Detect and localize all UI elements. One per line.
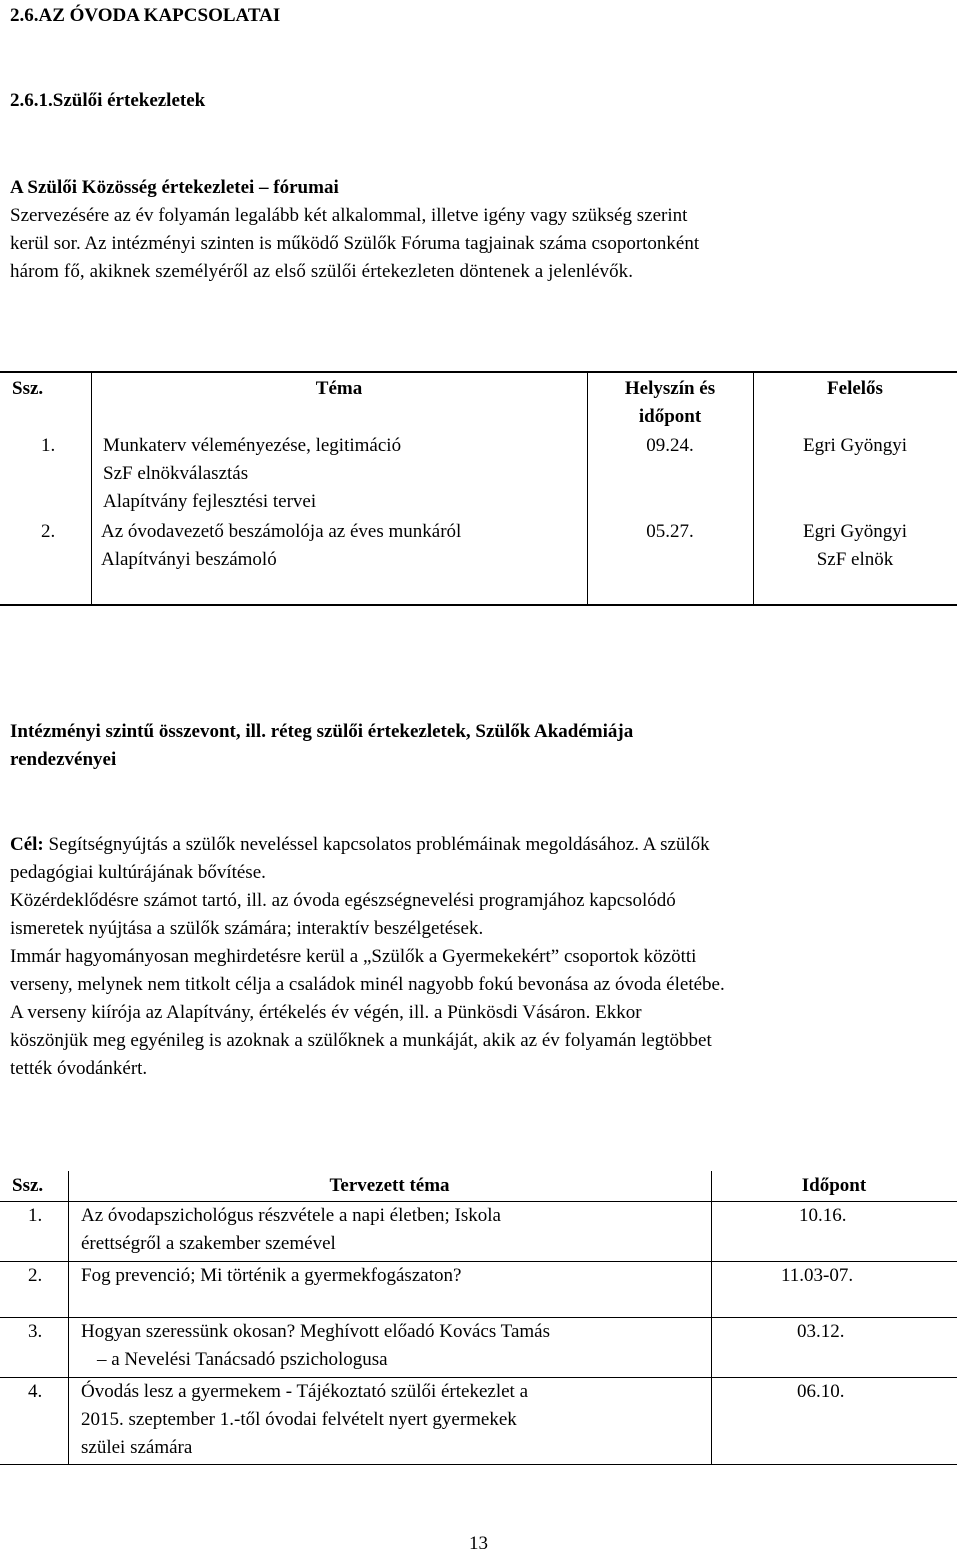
row-topic bbox=[81, 1202, 699, 1258]
row-number: 1. bbox=[41, 435, 56, 456]
forum-line: Szervezésére az év folyamán legalább két alkalommal, illetve igény vagy szükség szerint bbox=[10, 205, 688, 226]
topic-line: SzF elnökválasztás bbox=[103, 463, 249, 484]
header-place bbox=[587, 375, 753, 431]
row-topic bbox=[101, 518, 461, 574]
institutional-title-line: Intézményi szintű összevont, ill. réteg szülői értekezletek, Szülők Akadémiája bbox=[10, 721, 634, 742]
parent-meetings-table bbox=[0, 371, 957, 606]
row-number: 2. bbox=[41, 521, 56, 542]
goal-line: tették óvodánkért. bbox=[10, 1058, 148, 1079]
topic-line: 2015. szeptember 1.-től óvodai felvételt nyert gyermekek bbox=[81, 1409, 517, 1430]
topic-line: Alapítvány fejlesztési tervei bbox=[103, 491, 317, 512]
forum-paragraph bbox=[10, 202, 945, 286]
goal-line: köszönjük meg egyénileg is azoknak a szülőknek a munkáját, akik az év folyamán legtöbbet bbox=[10, 1030, 712, 1051]
row-date: 05.27. bbox=[646, 521, 694, 542]
header-responsible: Felelős bbox=[827, 378, 883, 399]
header-date: Időpont bbox=[801, 1175, 867, 1196]
goal-line: verseny, melynek nem titkolt célja a családok minél nagyobb fokú bevonása az óvoda életébe. bbox=[10, 974, 725, 995]
goal-line bbox=[10, 831, 943, 859]
topic-line: Az óvodapszichológus részvétele a napi életben; Iskola bbox=[81, 1205, 501, 1226]
header-place-line: időpont bbox=[638, 406, 702, 427]
topic-line: Hogyan szeressünk okosan? Meghívott előadó Kovács Tamás bbox=[81, 1321, 550, 1342]
section-heading: 2.6.AZ ÓVODA KAPCSOLATAI bbox=[10, 5, 281, 26]
row-number: 2. bbox=[28, 1265, 43, 1286]
subsection-heading: 2.6.1.Szülői értekezletek bbox=[10, 90, 206, 111]
forum-line: kerül sor. Az intézményi szinten is működő Szülők Fóruma tagjainak száma csoportonként bbox=[10, 233, 700, 254]
institutional-title bbox=[10, 718, 943, 774]
row-number: 1. bbox=[28, 1205, 43, 1226]
row-date: 11.03-07. bbox=[781, 1265, 854, 1286]
header-planned-topic: Tervezett téma bbox=[329, 1175, 450, 1196]
header-ssz: Ssz. bbox=[12, 1175, 44, 1196]
goal-line: ismeretek nyújtása a szülők számára; interaktív beszélgetések. bbox=[10, 918, 484, 939]
topic-line: Az óvodavezető beszámolója az éves munkáról bbox=[101, 521, 462, 542]
page-number: 13 bbox=[469, 1533, 488, 1554]
row-number: 3. bbox=[28, 1321, 43, 1342]
goal-line: Közérdeklődésre számot tartó, ill. az óvoda egészségnevelési programjához kapcsolódó bbox=[10, 890, 676, 911]
row-number: 4. bbox=[28, 1381, 43, 1402]
row-date: 06.10. bbox=[797, 1381, 845, 1402]
row-date: 10.16. bbox=[799, 1205, 847, 1226]
topic-line: – a Nevelési Tanácsadó pszichologusa bbox=[97, 1349, 388, 1370]
topic-line: Alapítványi beszámoló bbox=[101, 549, 277, 570]
header-place-line: Helyszín és bbox=[624, 378, 716, 399]
goal-label: Cél: bbox=[10, 834, 44, 855]
institutional-title-line: rendezvényei bbox=[10, 749, 117, 770]
header-ssz: Ssz. bbox=[12, 378, 44, 399]
row-responsible: Egri Gyöngyi bbox=[803, 435, 907, 456]
topic-line: Óvodás lesz a gyermekem - Tájékoztató szülői értekezlet a bbox=[81, 1381, 529, 1402]
goal-line: Immár hagyományosan meghirdetésre kerül a „Szülők a Gyermekekért” csoportok közötti bbox=[10, 946, 697, 967]
topic-line: Munkaterv véleményezése, legitimáció bbox=[103, 435, 402, 456]
row-topic bbox=[81, 1318, 699, 1374]
row-date: 03.12. bbox=[797, 1321, 845, 1342]
topic-line: érettségről a szakember szemével bbox=[81, 1233, 336, 1254]
row-topic: Fog prevenció; Mi történik a gyermekfogászaton? bbox=[81, 1265, 462, 1286]
header-topic: Téma bbox=[315, 378, 363, 399]
forum-line: három fő, akiknek személyéről az első szülői értekezleten döntenek a jelenlévők. bbox=[10, 261, 634, 282]
row-responsible bbox=[753, 518, 957, 574]
row-topic bbox=[81, 1378, 699, 1462]
table-divider bbox=[91, 373, 92, 604]
row-date: 09.24. bbox=[646, 435, 694, 456]
forum-title: A Szülői Közösség értekezletei – fórumai bbox=[10, 177, 339, 198]
planned-topics-table bbox=[0, 1171, 957, 1465]
goal-text: Segítségnyújtás a szülők neveléssel kapcsolatos problémáinak megoldásához. A szülők bbox=[43, 834, 710, 855]
goal-paragraph bbox=[10, 831, 943, 1083]
topic-line: szülei számára bbox=[81, 1437, 193, 1458]
goal-line: pedagógiai kultúrájának bővítése. bbox=[10, 862, 266, 883]
responsible-line: Egri Gyöngyi bbox=[803, 521, 907, 542]
row-topic bbox=[103, 432, 401, 516]
responsible-line: SzF elnök bbox=[816, 549, 894, 570]
goal-line: A verseny kiírója az Alapítvány, értékelés év végén, ill. a Pünkösdi Vásáron. Ekkor bbox=[10, 1002, 642, 1023]
